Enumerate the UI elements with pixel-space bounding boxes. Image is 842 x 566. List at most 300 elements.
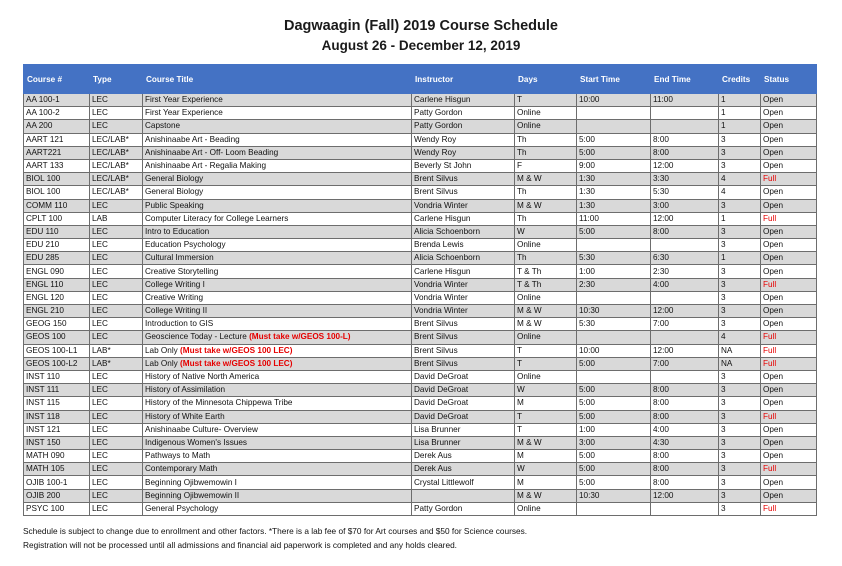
cell-title: [143, 186, 412, 199]
cell-start: 1:30: [577, 173, 651, 186]
cell-title: [143, 120, 412, 133]
cell-course: AA 100-1: [24, 94, 90, 107]
cell-course: INST 111: [24, 384, 90, 397]
cell-type: LEC: [90, 436, 143, 449]
cell-credits: 3: [719, 489, 761, 502]
cell-instructor: Patty Gordon: [412, 502, 515, 515]
cell-days: T: [515, 94, 577, 107]
cell-status: Open: [761, 94, 817, 107]
cell-start: [577, 291, 651, 304]
cell-start: 5:00: [577, 410, 651, 423]
cell-status: Open: [761, 318, 817, 331]
cell-course: BIOL 100: [24, 173, 90, 186]
course-title-text: Pathways to Math: [145, 451, 211, 461]
cell-type: LEC: [90, 384, 143, 397]
cell-course: INST 118: [24, 410, 90, 423]
cell-end: [651, 370, 719, 383]
table-row: [24, 476, 817, 489]
table-row: [24, 410, 817, 423]
cell-type: LAB: [90, 212, 143, 225]
cell-course: INST 110: [24, 370, 90, 383]
cell-end: 4:00: [651, 278, 719, 291]
cell-status: Open: [761, 133, 817, 146]
cell-type: LEC: [90, 450, 143, 463]
column-header-credits: Credits: [719, 65, 761, 94]
cell-title: [143, 291, 412, 304]
cell-credits: 3: [719, 476, 761, 489]
cell-end: [651, 331, 719, 344]
cell-instructor: Carlene Hisgun: [412, 212, 515, 225]
cell-start: [577, 239, 651, 252]
cell-start: 1:00: [577, 265, 651, 278]
cell-end: 11:00: [651, 94, 719, 107]
course-title-text: Anishinaabe Art - Beading: [145, 134, 240, 144]
cell-title: [143, 212, 412, 225]
cell-title: [143, 423, 412, 436]
table-row: [24, 463, 817, 476]
cell-course: INST 150: [24, 436, 90, 449]
cell-title: [143, 357, 412, 370]
course-title-text: College Writing II: [145, 306, 208, 316]
cell-start: 3:00: [577, 436, 651, 449]
cell-start: 5:30: [577, 318, 651, 331]
cell-start: 10:30: [577, 489, 651, 502]
cell-course: CPLT 100: [24, 212, 90, 225]
cell-type: LEC: [90, 331, 143, 344]
cell-type: LEC: [90, 318, 143, 331]
course-title-text: History of the Minnesota Chippewa Tribe: [145, 398, 293, 408]
cell-title: [143, 107, 412, 120]
cell-end: 6:30: [651, 252, 719, 265]
cell-instructor: Brent Silvus: [412, 318, 515, 331]
cell-type: LAB*: [90, 344, 143, 357]
cell-status: Open: [761, 436, 817, 449]
table-row: [24, 133, 817, 146]
cell-type: LEC: [90, 463, 143, 476]
table-row: [24, 199, 817, 212]
course-schedule-table: [23, 64, 817, 516]
cell-type: LEC: [90, 225, 143, 238]
cell-instructor: Vondria Winter: [412, 278, 515, 291]
cell-days: Online: [515, 239, 577, 252]
cell-course: MATH 090: [24, 450, 90, 463]
cell-status: Full: [761, 502, 817, 515]
cell-instructor: Patty Gordon: [412, 107, 515, 120]
cell-type: LEC: [90, 305, 143, 318]
course-title-text: First Year Experience: [145, 108, 223, 118]
cell-instructor: Lisa Brunner: [412, 423, 515, 436]
cell-end: [651, 239, 719, 252]
cell-type: LEC: [90, 502, 143, 515]
table-header-row: [24, 65, 817, 94]
cell-instructor: David DeGroat: [412, 410, 515, 423]
course-requirement-note: (Must take w/GEOS 100 LEC): [180, 345, 293, 355]
cell-title: [143, 278, 412, 291]
cell-start: 5:00: [577, 384, 651, 397]
cell-days: M & W: [515, 489, 577, 502]
cell-type: LEC: [90, 476, 143, 489]
cell-instructor: [412, 489, 515, 502]
cell-credits: 1: [719, 252, 761, 265]
cell-type: LEC: [90, 120, 143, 133]
cell-days: Online: [515, 107, 577, 120]
column-header-instructor: Instructor: [412, 65, 515, 94]
course-title-text: Lab Only: [145, 358, 181, 368]
cell-status: Full: [761, 173, 817, 186]
cell-course: ENGL 110: [24, 278, 90, 291]
cell-start: [577, 502, 651, 515]
cell-instructor: Brenda Lewis: [412, 239, 515, 252]
cell-credits: 1: [719, 94, 761, 107]
cell-type: LEC: [90, 278, 143, 291]
cell-type: LEC: [90, 265, 143, 278]
course-requirement-note: (Must take w/GEOS 100-L): [249, 332, 351, 342]
cell-credits: NA: [719, 357, 761, 370]
cell-start: [577, 120, 651, 133]
cell-start: 5:00: [577, 357, 651, 370]
cell-start: 5:00: [577, 225, 651, 238]
course-title-text: History of White Earth: [145, 411, 225, 421]
cell-status: Full: [761, 331, 817, 344]
table-row: [24, 357, 817, 370]
cell-title: [143, 476, 412, 489]
cell-days: Th: [515, 146, 577, 159]
table-row: [24, 107, 817, 120]
cell-status: Open: [761, 423, 817, 436]
cell-instructor: Alicia Schoenborn: [412, 252, 515, 265]
cell-course: INST 115: [24, 397, 90, 410]
cell-instructor: Crystal Littlewolf: [412, 476, 515, 489]
cell-type: LEC: [90, 252, 143, 265]
table-row: [24, 397, 817, 410]
cell-days: T & Th: [515, 265, 577, 278]
cell-status: Open: [761, 252, 817, 265]
cell-days: Online: [515, 291, 577, 304]
course-title-text: Anishinaabe Culture- Overview: [145, 424, 258, 434]
cell-end: 3:00: [651, 199, 719, 212]
cell-days: Th: [515, 186, 577, 199]
cell-title: [143, 252, 412, 265]
cell-status: Open: [761, 305, 817, 318]
cell-start: 5:00: [577, 463, 651, 476]
course-title-text: General Biology: [145, 174, 204, 184]
cell-course: OJIB 100-1: [24, 476, 90, 489]
cell-end: 12:00: [651, 305, 719, 318]
cell-start: [577, 107, 651, 120]
cell-type: LEC/LAB*: [90, 146, 143, 159]
cell-end: 8:00: [651, 225, 719, 238]
cell-start: 11:00: [577, 212, 651, 225]
cell-days: T: [515, 344, 577, 357]
cell-type: LEC: [90, 370, 143, 383]
cell-instructor: David DeGroat: [412, 397, 515, 410]
column-header-title: Course Title: [143, 65, 412, 94]
cell-type: LEC/LAB*: [90, 186, 143, 199]
cell-instructor: Brent Silvus: [412, 186, 515, 199]
cell-credits: 4: [719, 186, 761, 199]
cell-end: 12:00: [651, 159, 719, 172]
cell-instructor: Wendy Roy: [412, 133, 515, 146]
cell-type: LEC/LAB*: [90, 159, 143, 172]
cell-end: 5:30: [651, 186, 719, 199]
cell-end: 3:30: [651, 173, 719, 186]
cell-start: 5:00: [577, 450, 651, 463]
cell-days: W: [515, 463, 577, 476]
table-row: [24, 212, 817, 225]
cell-status: Open: [761, 186, 817, 199]
table-row: [24, 278, 817, 291]
cell-instructor: Alicia Schoenborn: [412, 225, 515, 238]
cell-title: [143, 410, 412, 423]
cell-credits: 3: [719, 502, 761, 515]
table-row: [24, 239, 817, 252]
cell-end: 8:00: [651, 476, 719, 489]
cell-start: 10:00: [577, 94, 651, 107]
cell-type: LAB*: [90, 357, 143, 370]
cell-days: Th: [515, 252, 577, 265]
cell-course: COMM 110: [24, 199, 90, 212]
cell-instructor: Vondria Winter: [412, 291, 515, 304]
cell-start: 1:30: [577, 186, 651, 199]
cell-days: M & W: [515, 173, 577, 186]
cell-course: ENGL 210: [24, 305, 90, 318]
cell-course: EDU 210: [24, 239, 90, 252]
column-header-type: Type: [90, 65, 143, 94]
cell-start: 5:00: [577, 397, 651, 410]
course-title-text: Computer Literacy for College Learners: [145, 213, 289, 223]
cell-status: Open: [761, 384, 817, 397]
cell-type: LEC/LAB*: [90, 133, 143, 146]
cell-end: 12:00: [651, 489, 719, 502]
cell-status: Full: [761, 278, 817, 291]
cell-course: GEOS 100-L1: [24, 344, 90, 357]
cell-credits: 4: [719, 173, 761, 186]
cell-instructor: Brent Silvus: [412, 344, 515, 357]
cell-title: [143, 146, 412, 159]
course-title-text: Beginning Ojibwemowin I: [145, 477, 237, 487]
cell-credits: 3: [719, 159, 761, 172]
cell-status: Open: [761, 120, 817, 133]
cell-end: 2:30: [651, 265, 719, 278]
table-row: [24, 370, 817, 383]
course-title-text: Geoscience Today - Lecture: [145, 332, 250, 342]
cell-end: 12:00: [651, 212, 719, 225]
cell-course: GEOS 100-L2: [24, 357, 90, 370]
course-title-text: General Psychology: [145, 503, 219, 513]
cell-days: T: [515, 423, 577, 436]
cell-end: 7:00: [651, 318, 719, 331]
cell-start: 1:00: [577, 423, 651, 436]
table-row: [24, 305, 817, 318]
cell-title: [143, 344, 412, 357]
course-title-text: Education Psychology: [145, 240, 226, 250]
cell-credits: 3: [719, 305, 761, 318]
table-row: [24, 384, 817, 397]
cell-course: MATH 105: [24, 463, 90, 476]
course-title-text: Capstone: [145, 121, 181, 131]
cell-end: 4:30: [651, 436, 719, 449]
cell-start: [577, 370, 651, 383]
cell-type: LEC: [90, 410, 143, 423]
cell-start: 2:30: [577, 278, 651, 291]
cell-course: AA 200: [24, 120, 90, 133]
cell-end: [651, 291, 719, 304]
course-title-text: Introduction to GIS: [145, 319, 214, 329]
cell-status: Open: [761, 291, 817, 304]
cell-type: LEC/LAB*: [90, 173, 143, 186]
cell-credits: 3: [719, 265, 761, 278]
cell-title: [143, 94, 412, 107]
course-title-text: First Year Experience: [145, 95, 223, 105]
cell-days: Online: [515, 331, 577, 344]
table-row: [24, 436, 817, 449]
cell-status: Open: [761, 265, 817, 278]
column-header-end-time: End Time: [651, 65, 719, 94]
cell-course: AA 100-2: [24, 107, 90, 120]
cell-course: AART221: [24, 146, 90, 159]
course-title-text: College Writing I: [145, 279, 205, 289]
cell-status: Open: [761, 370, 817, 383]
cell-course: EDU 110: [24, 225, 90, 238]
course-title-text: Lab Only: [145, 345, 181, 355]
cell-end: [651, 107, 719, 120]
cell-status: Full: [761, 344, 817, 357]
cell-type: LEC: [90, 291, 143, 304]
cell-credits: 1: [719, 107, 761, 120]
cell-instructor: David DeGroat: [412, 384, 515, 397]
cell-credits: 1: [719, 120, 761, 133]
cell-credits: 1: [719, 212, 761, 225]
cell-credits: 4: [719, 331, 761, 344]
table-row: [24, 318, 817, 331]
cell-status: Full: [761, 357, 817, 370]
cell-start: 10:30: [577, 305, 651, 318]
cell-end: 8:00: [651, 397, 719, 410]
course-title-text: Anishinaabe Art - Off- Loom Beading: [145, 147, 279, 157]
cell-credits: 3: [719, 318, 761, 331]
cell-start: 5:00: [577, 133, 651, 146]
table-row: [24, 146, 817, 159]
cell-credits: 3: [719, 146, 761, 159]
cell-title: [143, 305, 412, 318]
cell-instructor: David DeGroat: [412, 370, 515, 383]
cell-end: 4:00: [651, 423, 719, 436]
cell-end: 8:00: [651, 410, 719, 423]
cell-title: [143, 450, 412, 463]
cell-title: [143, 199, 412, 212]
cell-instructor: Derek Aus: [412, 463, 515, 476]
cell-course: GEOS 100: [24, 331, 90, 344]
cell-credits: 3: [719, 423, 761, 436]
cell-instructor: Carlene Hisgun: [412, 94, 515, 107]
table-row: [24, 489, 817, 502]
course-title-text: History of Assimilation: [145, 385, 226, 395]
cell-days: Th: [515, 133, 577, 146]
cell-status: Full: [761, 463, 817, 476]
footer-note-registration: Registration will not be processed until all admissions and financial aid paperwork is completed and any holds cleared.: [23, 540, 457, 550]
table-row: [24, 120, 817, 133]
cell-days: Th: [515, 212, 577, 225]
table-row: [24, 344, 817, 357]
cell-type: LEC: [90, 397, 143, 410]
cell-type: LEC: [90, 239, 143, 252]
cell-instructor: Vondria Winter: [412, 199, 515, 212]
cell-title: [143, 318, 412, 331]
cell-course: BIOL 100: [24, 186, 90, 199]
cell-end: [651, 502, 719, 515]
table-row: [24, 159, 817, 172]
cell-course: EDU 285: [24, 252, 90, 265]
table-row: [24, 225, 817, 238]
cell-days: M: [515, 397, 577, 410]
table-row: [24, 265, 817, 278]
cell-instructor: Brent Silvus: [412, 357, 515, 370]
table-row: [24, 252, 817, 265]
cell-credits: 3: [719, 410, 761, 423]
cell-days: M & W: [515, 199, 577, 212]
cell-course: GEOG 150: [24, 318, 90, 331]
footer-note-fees: Schedule is subject to change due to enrollment and other factors. *There is a lab fee of $70 for Art courses and $50 for Science courses.: [23, 526, 528, 536]
cell-status: Open: [761, 159, 817, 172]
cell-days: Online: [515, 502, 577, 515]
cell-instructor: Derek Aus: [412, 450, 515, 463]
cell-end: [651, 120, 719, 133]
course-title-text: Public Speaking: [145, 200, 204, 210]
cell-credits: 3: [719, 291, 761, 304]
page-subtitle: August 26 - December 12, 2019: [321, 38, 521, 53]
cell-end: 12:00: [651, 344, 719, 357]
cell-end: 8:00: [651, 384, 719, 397]
cell-days: W: [515, 225, 577, 238]
cell-days: T & Th: [515, 278, 577, 291]
cell-start: 1:30: [577, 199, 651, 212]
course-title-text: General Biology: [145, 187, 204, 197]
cell-days: M & W: [515, 436, 577, 449]
cell-title: [143, 397, 412, 410]
course-title-text: Creative Writing: [145, 292, 204, 302]
cell-end: 7:00: [651, 357, 719, 370]
course-title-text: Indigenous Women's Issues: [145, 437, 247, 447]
cell-status: Open: [761, 476, 817, 489]
cell-credits: 3: [719, 450, 761, 463]
cell-title: [143, 265, 412, 278]
cell-days: T: [515, 357, 577, 370]
cell-course: INST 121: [24, 423, 90, 436]
table-row: [24, 173, 817, 186]
cell-days: F: [515, 159, 577, 172]
cell-course: ENGL 090: [24, 265, 90, 278]
cell-days: W: [515, 384, 577, 397]
cell-status: Full: [761, 410, 817, 423]
cell-title: [143, 239, 412, 252]
table-row: [24, 331, 817, 344]
table-row: [24, 186, 817, 199]
cell-start: 5:00: [577, 476, 651, 489]
cell-days: M: [515, 476, 577, 489]
cell-instructor: Brent Silvus: [412, 331, 515, 344]
cell-title: [143, 502, 412, 515]
cell-credits: 3: [719, 397, 761, 410]
table-body: [24, 94, 817, 516]
cell-credits: 3: [719, 463, 761, 476]
cell-title: [143, 331, 412, 344]
cell-instructor: Vondria Winter: [412, 305, 515, 318]
cell-credits: 3: [719, 239, 761, 252]
cell-days: M & W: [515, 318, 577, 331]
cell-start: 5:00: [577, 146, 651, 159]
cell-type: LEC: [90, 107, 143, 120]
page-title: Dagwaagin (Fall) 2019 Course Schedule: [284, 18, 558, 34]
